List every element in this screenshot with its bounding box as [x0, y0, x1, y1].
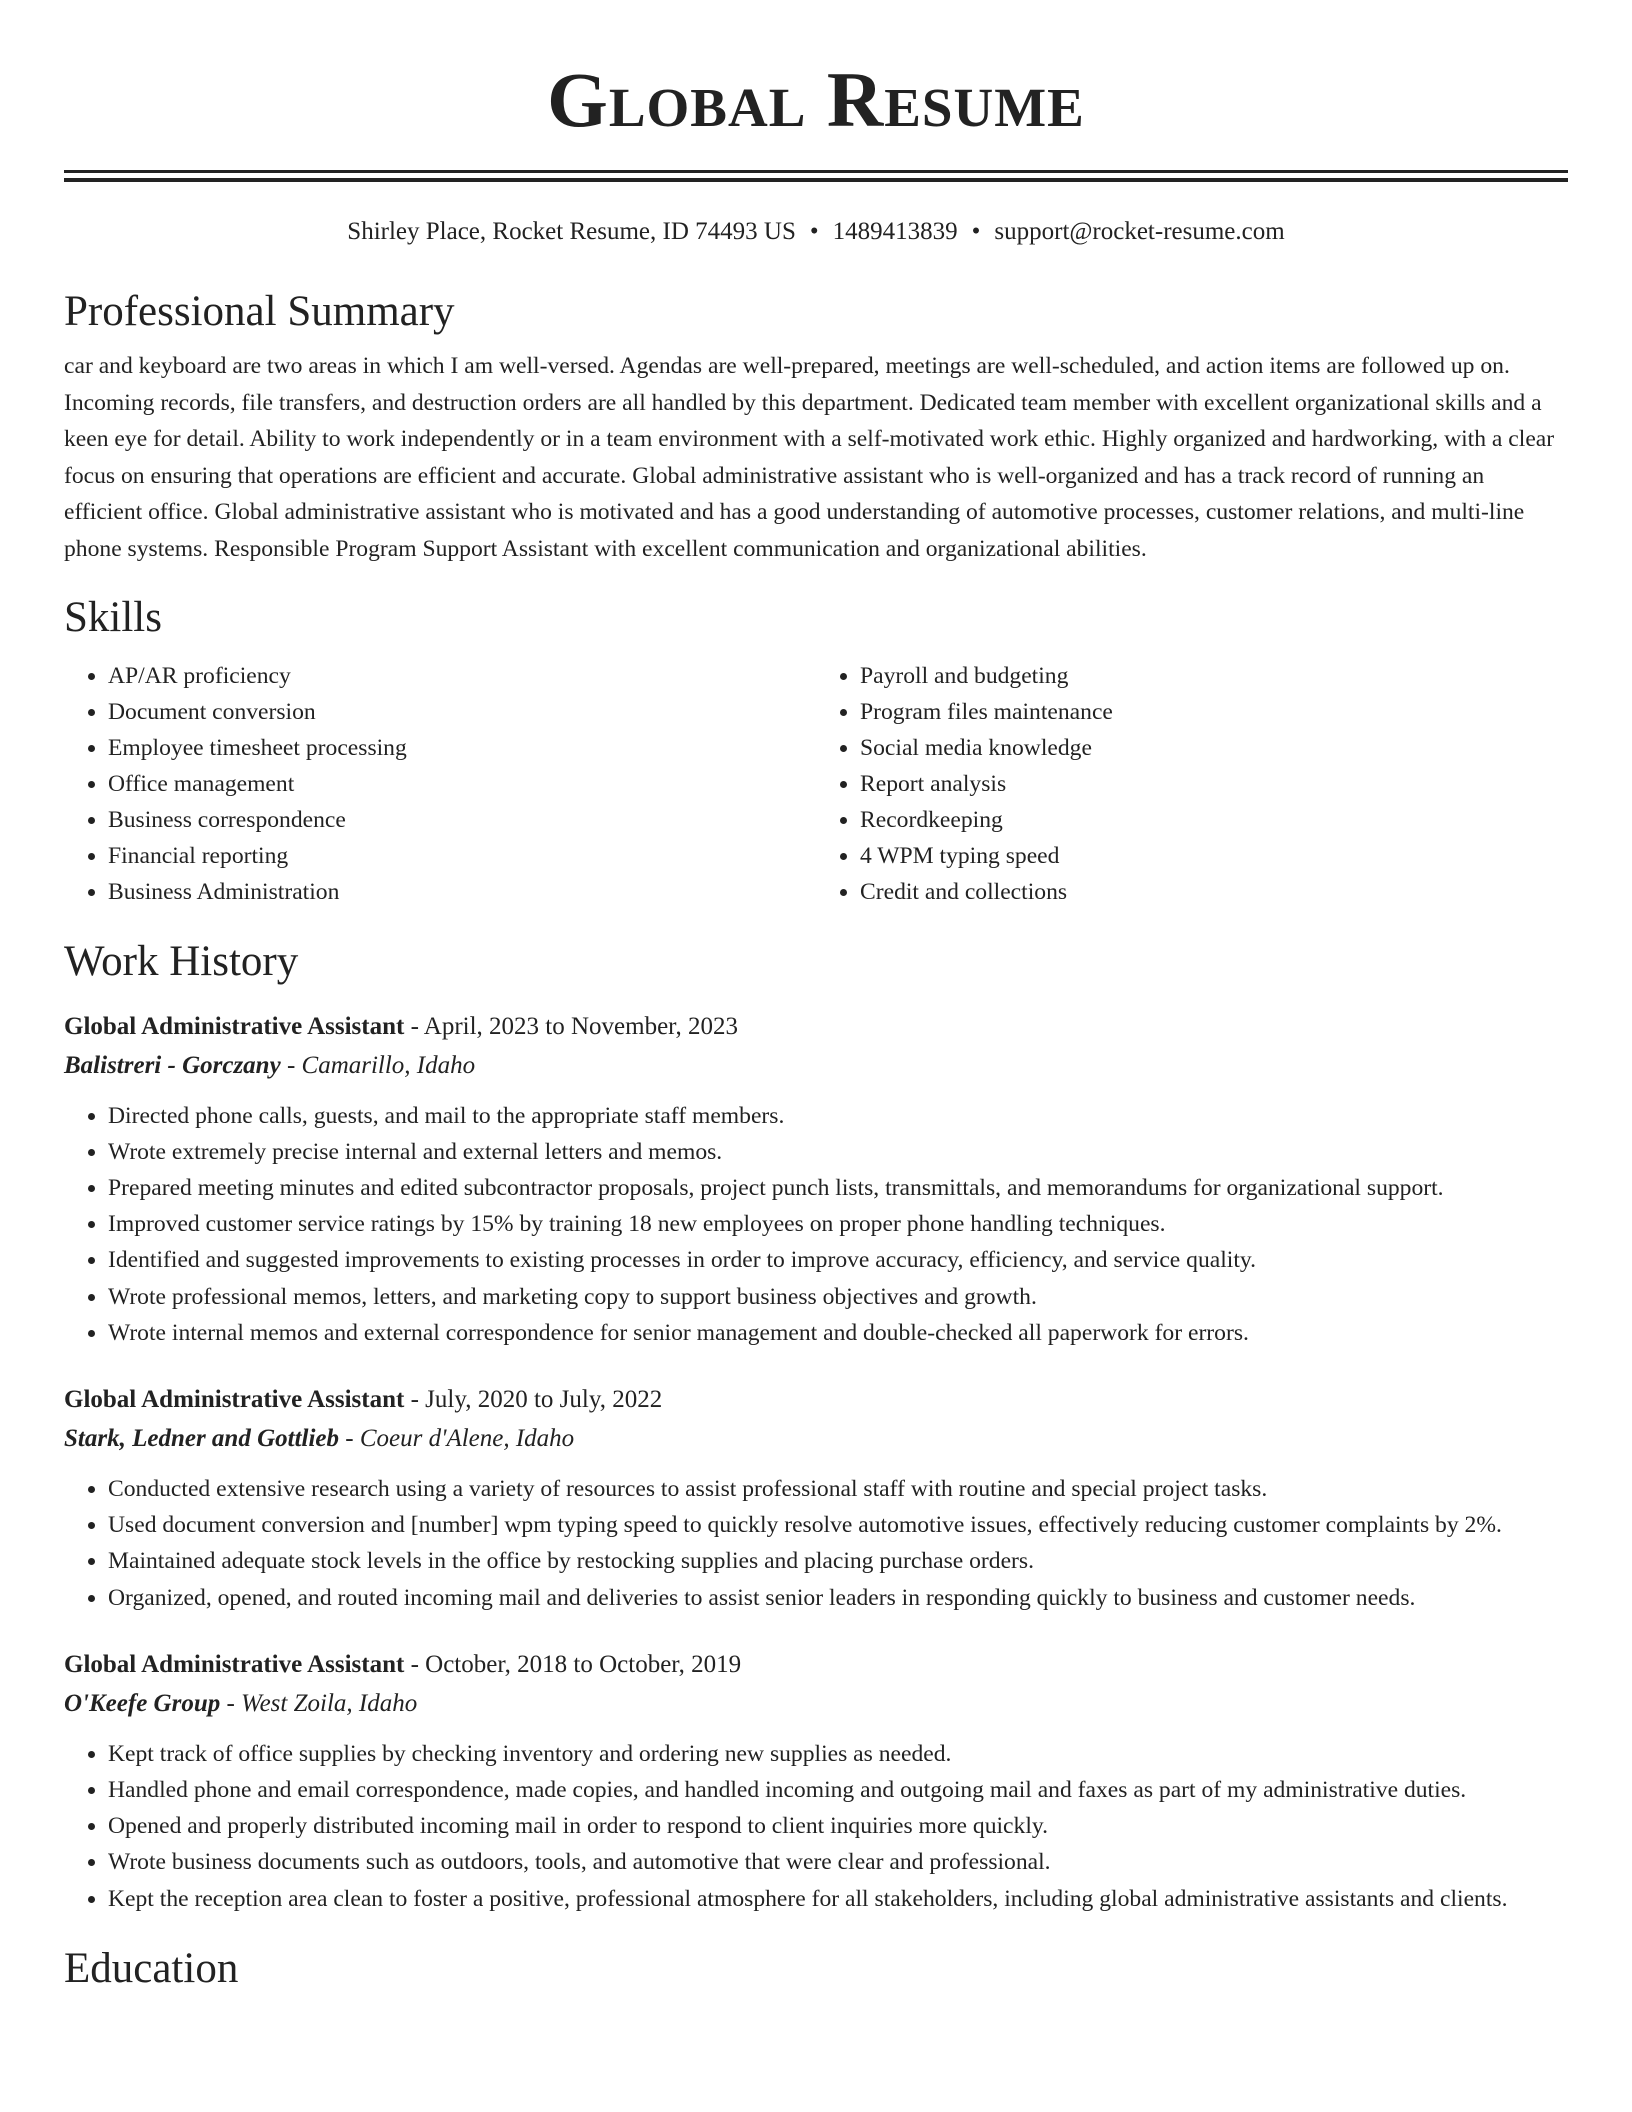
job-title-line — [64, 1008, 1568, 1046]
skill-item: • Business Administration — [108, 874, 816, 910]
job-bullet: • Prepared meeting minutes and edited subcontractor proposals, project punch lists, transmittals, and memorandums for organizational support. — [108, 1170, 1568, 1206]
contact-phone: 1489413839 — [832, 218, 958, 245]
contact-email: support@rocket-resume.com — [994, 218, 1285, 245]
job-entry — [64, 1381, 1568, 1616]
skill-item: • 4 WPM typing speed — [860, 838, 1568, 874]
contact-separator: • — [809, 218, 819, 245]
job-bullet: • Maintained adequate stock levels in the office by restocking supplies and placing purchase orders. — [108, 1543, 1568, 1579]
skill-item: • Program files maintenance — [860, 694, 1568, 730]
job-bullet: • Wrote extremely precise internal and external letters and memos. — [108, 1134, 1568, 1170]
skill-item: • Report analysis — [860, 766, 1568, 802]
skill-item: • Social media knowledge — [860, 730, 1568, 766]
job-company-line — [64, 1419, 1568, 1459]
job-bullet: • Wrote internal memos and external correspondence for senior management and double-checked all paperwork for errors. — [108, 1315, 1568, 1351]
job-entry — [64, 1646, 1568, 1917]
education-heading: Education — [64, 1944, 239, 1992]
skills-list — [64, 658, 1568, 910]
job-title: Global Administrative Assistant — [64, 1012, 405, 1040]
job-bullet: • Organized, opened, and routed incoming mail and deliveries to assist senior leaders in responding quickly to business and customer needs. — [108, 1580, 1568, 1616]
skill-item: • Financial reporting — [108, 838, 816, 874]
job-bullets — [64, 1471, 1568, 1616]
work-history-heading: Work History — [64, 937, 299, 985]
skill-item: • Office management — [108, 766, 816, 802]
job-bullet: • Conducted extensive research using a variety of resources to assist professional staff with routine and special project tasks. — [108, 1471, 1568, 1507]
job-bullet: • Opened and properly distributed incoming mail in order to respond to client inquiries more quickly. — [108, 1808, 1568, 1844]
job-bullet: • Directed phone calls, guests, and mail to the appropriate staff members. — [108, 1098, 1568, 1134]
skill-item: • Business correspondence — [108, 802, 816, 838]
skills-heading: Skills — [64, 593, 162, 641]
job-location: - West Zoila, Idaho — [220, 1689, 418, 1717]
job-location: - Camarillo, Idaho — [280, 1051, 476, 1079]
job-company-line — [64, 1684, 1568, 1724]
contact-line — [64, 216, 1568, 248]
skills-column-left — [64, 658, 816, 910]
job-title-line — [64, 1381, 1568, 1419]
job-bullet: • Kept the reception area clean to foster a positive, professional atmosphere for all stakeholders, including global administrative assistants and clients. — [108, 1881, 1568, 1917]
skill-item: • Employee timesheet processing — [108, 730, 816, 766]
job-company: O'Keefe Group — [64, 1689, 221, 1717]
contact-address: Shirley Place, Rocket Resume, ID 74493 US — [347, 218, 796, 245]
job-bullet: • Wrote professional memos, letters, and marketing copy to support business objectives and growth. — [108, 1279, 1568, 1315]
job-bullet: • Wrote business documents such as outdoors, tools, and automotive that were clear and professional. — [108, 1844, 1568, 1880]
job-company: Stark, Ledner and Gottlieb — [64, 1424, 340, 1452]
skill-item: • Credit and collections — [860, 874, 1568, 910]
resume-title: Global Resume — [547, 56, 1085, 143]
job-company: Balistreri - Gorczany — [64, 1051, 281, 1079]
resume-page — [64, 0, 1568, 1995]
skill-item: • AP/AR proficiency — [108, 658, 816, 694]
job-entry — [64, 1008, 1568, 1351]
job-dates: - October, 2018 to October, 2019 — [404, 1650, 742, 1678]
job-title: Global Administrative Assistant — [64, 1650, 405, 1678]
job-bullet: • Handled phone and email correspondence, made copies, and handled incoming and outgoing mail and faxes as part of my administrative duties. — [108, 1772, 1568, 1808]
skill-item: • Document conversion — [108, 694, 816, 730]
job-title-line — [64, 1646, 1568, 1684]
job-location: - Coeur d'Alene, Idaho — [339, 1424, 575, 1452]
job-dates: - April, 2023 to November, 2023 — [404, 1012, 739, 1040]
job-bullets — [64, 1098, 1568, 1351]
job-bullet: • Identified and suggested improvements to existing processes in order to improve accuracy, efficiency, and service quality. — [108, 1242, 1568, 1278]
title-divider — [64, 170, 1568, 182]
job-bullet: • Kept track of office supplies by checking inventory and ordering new supplies as needed. — [108, 1736, 1568, 1772]
contact-separator: • — [971, 218, 981, 245]
job-bullets — [64, 1736, 1568, 1917]
job-title: Global Administrative Assistant — [64, 1385, 405, 1413]
job-bullet: • Used document conversion and [number] wpm typing speed to quickly resolve automotive issues, effectively reducing customer complaints by 2%. — [108, 1507, 1568, 1543]
job-bullet: • Improved customer service ratings by 15% by training 18 new employees on proper phone handling techniques. — [108, 1206, 1568, 1242]
summary-text: car and keyboard are two areas in which I am well-versed. Agendas are well-prepared, meetings are well-scheduled, and action items are followed up on. Incoming records, file transfers, and destruction orders are all handled by this department. Dedicated team member with excellent organizational skills and a keen eye for detail. Ability to work independently or in a team environment with a self-motivated work ethic. Highly organized and hardworking, with a clear focus on ensuring that operations are efficient and accurate. Global administrative assistant who is well-organized and has a track record of running an efficient office. Global administrative assistant who is motivated and has a good understanding of automotive processes, customer relations, and multi-line phone systems. Responsible Program Support Assistant with excellent communication and organizational abilities. — [64, 353, 1555, 562]
job-company-line — [64, 1046, 1568, 1086]
skill-item: • Recordkeeping — [860, 802, 1568, 838]
summary-heading: Professional Summary — [64, 288, 455, 335]
job-dates: - July, 2020 to July, 2022 — [404, 1385, 663, 1413]
skills-column-right — [816, 658, 1568, 910]
skill-item: • Payroll and budgeting — [860, 658, 1568, 694]
